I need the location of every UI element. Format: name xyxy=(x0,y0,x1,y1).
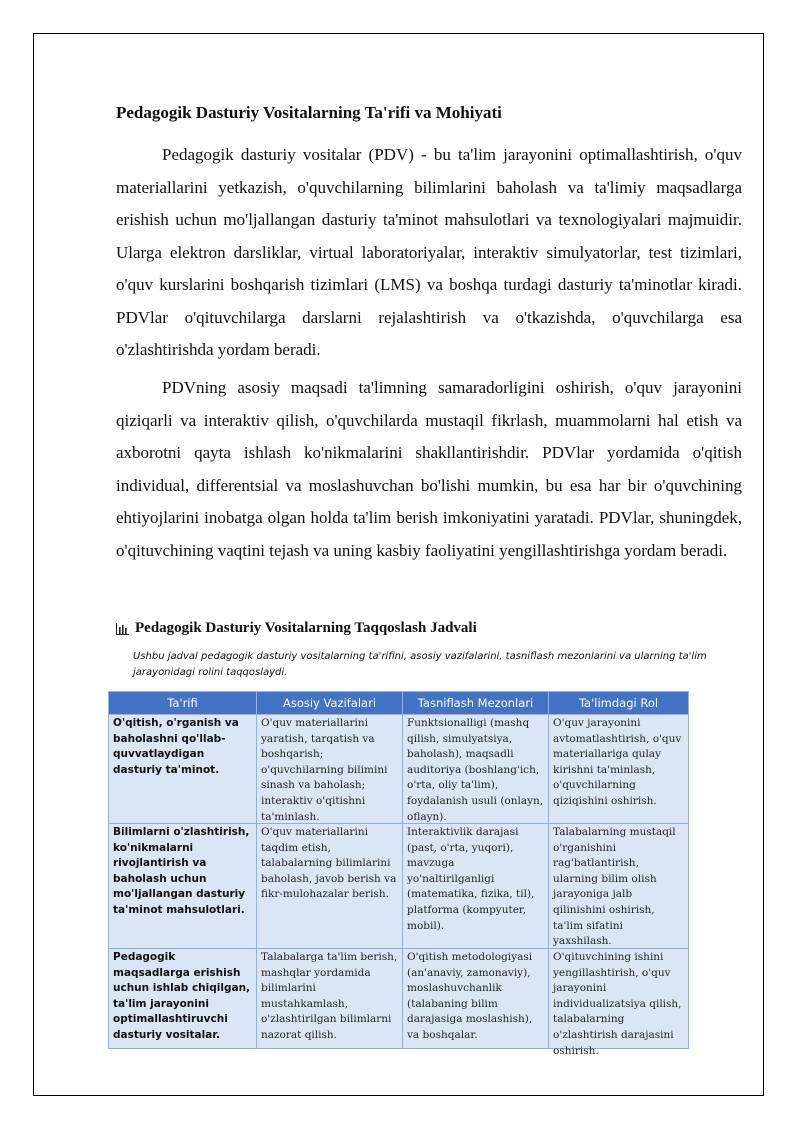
table-cell: Funktsionalligi (mashq qilish, simulyatsiya, baholash), maqsadli auditoriya (boshlang'ich, o'rta, oliy ta'lim), foydalanish usuli (onlayn, oflayn). xyxy=(403,715,549,824)
column-header: Asosiy Vazifalari xyxy=(257,692,403,715)
comparison-table xyxy=(108,691,689,1057)
table-cell: O'quv jarayonini avtomatlashtirish, o'quv materiallariga qulay kirishni ta'minlash, o'quvchilarning qiziqishini oshirish. xyxy=(549,715,689,824)
table-cell: O'quv materiallarini taqdim etish, talabalarning bilimlarini baholash, javob berish va fikr-mulohazalar berish. xyxy=(257,824,403,949)
paragraph-2: PDVning asosiy maqsadi ta'limning samaradorligini oshirish, o'quv jarayonini qiziqarli va interaktiv qilish, o'quvchilarda mustaqil fikrlash, muammolarni hal etish va axborotni qayta ishlash ko'nikmalarini shakllantirishdir. PDVlar yordamida o'qitish individual, differentsial va moslashuvchan bo'lishi mumkin, bu esa har bir o'quvchining ehtiyojlarini inobatga olgan holda ta'lim berish imkoniyatini yaratadi. PDVlar, shuningdek, o'qituvchining vaqtini tejash va uning kasbiy faoliyatini yengillashtirishga yordam beradi. xyxy=(116,378,742,560)
table-cell: O'qituvchining ishini yengillashtirish, o'quv jarayonini individualizatsiya qilish, talabalarning o'zlashtirish darajasini oshirish. xyxy=(549,949,689,1049)
column-header: Ta'rifi xyxy=(109,692,257,715)
table-cell: Talabalarga ta'lim berish, mashqlar yordamida bilimlarini mustahkamlash, o'zlashtirilgan bilimlarni nazorat qilish. xyxy=(257,949,403,1049)
paragraph-1: Pedagogik dasturiy vositalar (PDV) - bu ta'lim jarayonini optimallashtirish, o'quv materiallarini yetkazish, o'quvchilarning bilimlarini baholash va ta'limiy maqsadlarga erishish uchun mo'ljallangan dasturiy ta'minot mahsulotlari va texnologiyalari majmuidir. Ularga elektron darsliklar, virtual laboratoriyalar, interaktiv simulyatorlar, test tizimlari, o'quv kurslarini boshqarish tizimlari (LMS) va boshqa turdagi dasturiy ta'minotlar kiradi. PDVlar o'qituvchilarga darslarni rejalashtirish va o'tkazishda, o'quvchilarga esa o'zlashtirishda yordam beradi. xyxy=(116,145,742,359)
table-row xyxy=(109,715,689,824)
table-cell: Bilimlarni o'zlashtirish, ko'nikmalarni rivojlantirish va baholash uchun mo'ljallangan dasturiy ta'minot mahsulotlari. xyxy=(109,824,257,949)
table-caption: Ushbu jadval pedagogik dasturiy vositalarning ta'rifini, asosiy vazifalarini, tasniflash mezonlarini va ularning ta'lim jarayonidagi rolini taqqoslaydi. xyxy=(133,651,707,678)
table-cell: Pedagogik maqsadlarga erishish uchun ishlab chiqilgan, ta'lim jarayonini optimallashtiruvchi dasturiy vositalar. xyxy=(109,949,257,1049)
table-cell: O'qitish, o'rganish va baholashni qo'llab-quvvatlaydigan dasturiy ta'minot. xyxy=(109,715,257,824)
section-heading: Pedagogik Dasturiy Vositalarning Ta'rifi va Mohiyati xyxy=(116,103,502,122)
table-cell: O'qitish metodologiyasi (an'anaviy, zamonaviy), moslashuvchanlik (talabaning bilim darajasiga moslashish), va boshqalar. xyxy=(403,949,549,1049)
table-row xyxy=(109,949,689,1049)
table-header-row xyxy=(109,692,689,715)
table-cell: Interaktivlik darajasi (past, o'rta, yuqori), mavzuga yo'naltirilganligi (matematika, fizika, til), platforma (kompyuter, mobil). xyxy=(403,824,549,949)
table-heading xyxy=(116,620,477,637)
table-title: Pedagogik Dasturiy Vositalarning Taqqoslash Jadvali xyxy=(135,620,477,636)
table-cell: Talabalarning mustaqil o'rganishini rag'batlantirish, ularning bilim olish jarayoniga jalb qilinishini oshirish, ta'lim sifatini yaxshilash. xyxy=(549,824,689,949)
bar-chart-icon xyxy=(116,623,129,635)
column-header: Ta'limdagi Rol xyxy=(549,692,689,715)
table-row xyxy=(109,824,689,949)
column-header: Tasniflash Mezonlari xyxy=(403,692,549,715)
table-cell: O'quv materiallarini yaratish, tarqatish va boshqarish; o'quvchilarning bilimini sinash va baholash; interaktiv o'qitishni ta'minlash. xyxy=(257,715,403,824)
